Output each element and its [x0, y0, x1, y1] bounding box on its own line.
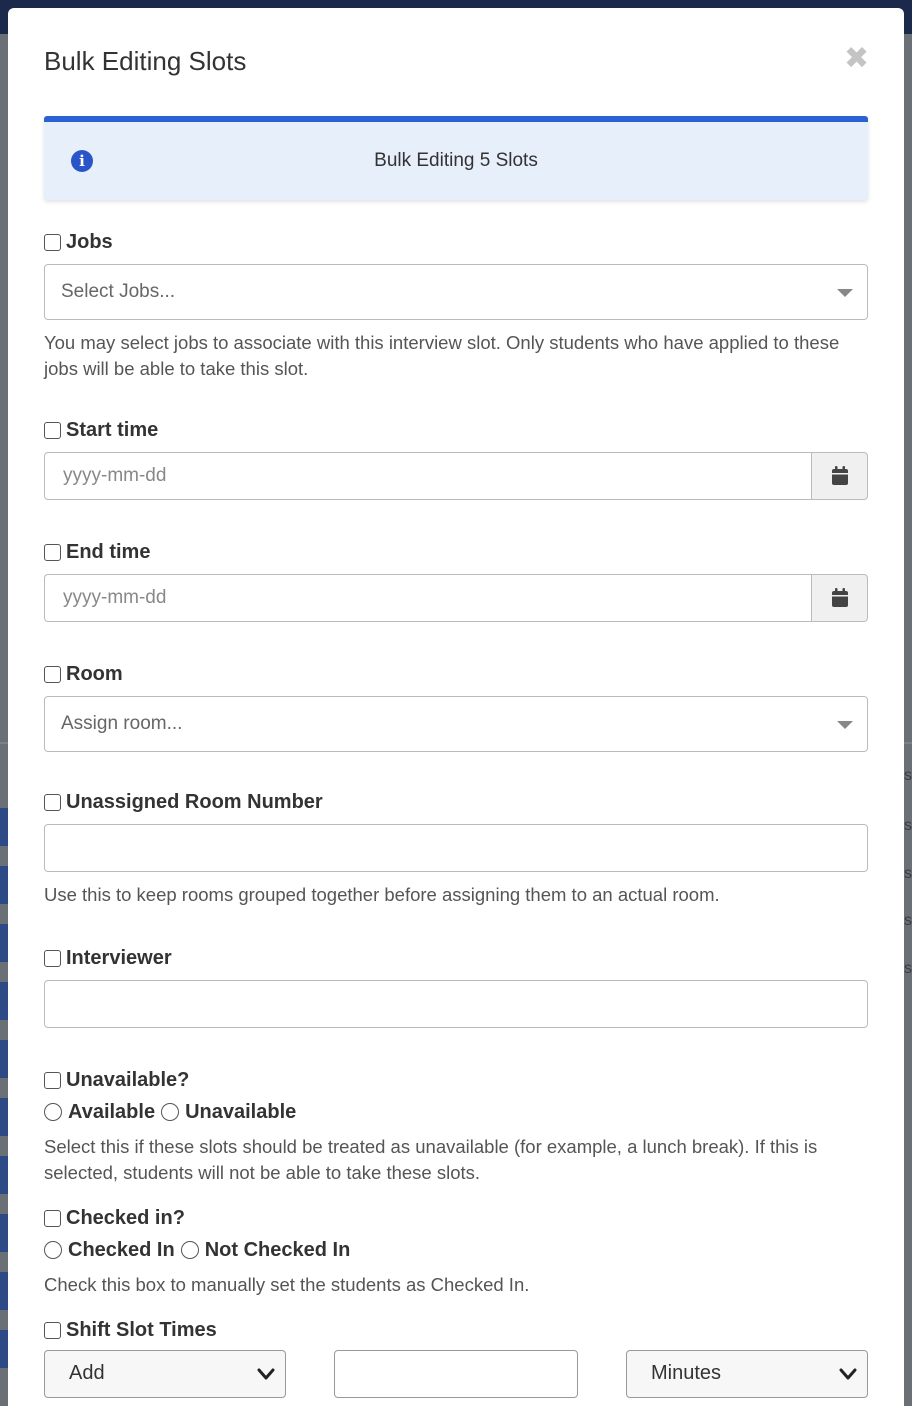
unavailable-help-text: Select this if these slots should be treated as unavailable (for example, a lunch break). If this is selected, students will not be able to take these slots.: [44, 1136, 818, 1183]
info-alert: [44, 116, 868, 200]
interviewer-group: [44, 946, 868, 1028]
jobs-checkbox[interactable]: [44, 234, 61, 251]
start-time-label[interactable]: [44, 418, 868, 442]
checked-in-radio-label[interactable]: Checked In: [68, 1238, 175, 1261]
start-time-checkbox[interactable]: [44, 422, 61, 439]
background-text: s: [904, 865, 912, 882]
room-group: [44, 662, 868, 752]
info-icon: i: [71, 150, 93, 172]
interviewer-label-text: Interviewer: [66, 946, 172, 969]
calendar-icon: [831, 466, 849, 486]
end-time-input-group: [44, 574, 868, 622]
end-time-input[interactable]: yyyy-mm-dd: [44, 574, 811, 622]
background-text: s: [904, 817, 912, 834]
background-text: s: [904, 767, 912, 784]
checked-in-label-text: Checked in?: [66, 1206, 185, 1229]
background-text: s: [904, 912, 912, 929]
room-checkbox[interactable]: [44, 666, 61, 683]
room-select[interactable]: [44, 696, 868, 752]
checked-in-help-text: Check this box to manually set the students as Checked In.: [44, 1274, 530, 1295]
unassigned-room-label[interactable]: [44, 790, 868, 814]
jobs-help-text: You may select jobs to associate with this interview slot. Only students who have applied to these jobs will be able to take this slot.: [44, 332, 840, 379]
shift-group: [44, 1318, 868, 1398]
room-label-text: Room: [66, 662, 123, 685]
checked-in-radio[interactable]: [44, 1241, 62, 1259]
end-time-calendar-button[interactable]: [811, 574, 868, 622]
jobs-group: [44, 230, 868, 382]
room-label[interactable]: [44, 662, 868, 686]
end-time-checkbox[interactable]: [44, 544, 61, 561]
checked-in-group: [44, 1206, 868, 1298]
start-time-label-text: Start time: [66, 418, 159, 441]
start-time-calendar-button[interactable]: [811, 452, 868, 500]
shift-amount-input[interactable]: [334, 1350, 578, 1398]
unassigned-room-input[interactable]: [44, 824, 868, 872]
checked-in-radio-group: [44, 1238, 868, 1262]
unassigned-room-label-text: Unassigned Room Number: [66, 790, 323, 813]
caret-down-icon: [837, 289, 853, 297]
modal-title: Bulk Editing Slots: [44, 46, 247, 76]
shift-controls: [44, 1350, 868, 1398]
start-time-group: [44, 418, 868, 500]
chevron-down-icon: [255, 1363, 277, 1385]
unavailable-checkbox[interactable]: [44, 1072, 61, 1089]
unassigned-room-help-text: Use this to keep rooms grouped together before assigning them to an actual room.: [44, 884, 720, 905]
calendar-icon: [831, 588, 849, 608]
unavailable-radio-group: [44, 1100, 868, 1124]
close-icon[interactable]: ✖: [844, 42, 870, 75]
not-checked-in-radio-label[interactable]: Not Checked In: [204, 1238, 351, 1261]
chevron-down-icon: [837, 1363, 859, 1385]
shift-unit-value: Minutes: [651, 1362, 722, 1384]
unavailable-label[interactable]: [44, 1068, 868, 1092]
available-radio-label[interactable]: Available: [68, 1100, 156, 1123]
interviewer-input[interactable]: [44, 980, 868, 1028]
checked-in-checkbox[interactable]: [44, 1210, 61, 1227]
end-time-label[interactable]: [44, 540, 868, 564]
jobs-label-text: Jobs: [66, 230, 113, 253]
start-time-input[interactable]: yyyy-mm-dd: [44, 452, 811, 500]
not-checked-in-radio[interactable]: [181, 1241, 199, 1259]
shift-label-text: Shift Slot Times: [66, 1318, 217, 1341]
unavailable-group: [44, 1068, 868, 1186]
unassigned-room-group: [44, 790, 868, 908]
alert-text: Bulk Editing 5 Slots: [374, 150, 538, 171]
shift-operation-value: Add: [69, 1362, 105, 1384]
shift-checkbox[interactable]: [44, 1322, 61, 1339]
room-select-placeholder: Assign room...: [61, 713, 183, 734]
shift-label[interactable]: [44, 1318, 868, 1342]
jobs-select[interactable]: [44, 264, 868, 320]
start-time-input-group: [44, 452, 868, 500]
shift-operation-select[interactable]: [44, 1350, 286, 1398]
caret-down-icon: [837, 721, 853, 729]
shift-unit-select[interactable]: [626, 1350, 868, 1398]
end-time-label-text: End time: [66, 540, 151, 563]
background-text: s: [904, 960, 912, 977]
unavailable-radio-label[interactable]: Unavailable: [185, 1100, 297, 1123]
interviewer-checkbox[interactable]: [44, 950, 61, 967]
jobs-label[interactable]: [44, 230, 868, 254]
bulk-edit-modal: [8, 8, 904, 1406]
unavailable-label-text: Unavailable?: [66, 1068, 190, 1091]
interviewer-label[interactable]: [44, 946, 868, 970]
modal-header: [8, 8, 904, 112]
checked-in-label[interactable]: [44, 1206, 868, 1230]
available-radio[interactable]: [44, 1103, 62, 1121]
end-time-group: [44, 540, 868, 622]
unassigned-room-checkbox[interactable]: [44, 794, 61, 811]
unavailable-radio[interactable]: [161, 1103, 179, 1121]
jobs-select-placeholder: Select Jobs...: [61, 281, 176, 302]
